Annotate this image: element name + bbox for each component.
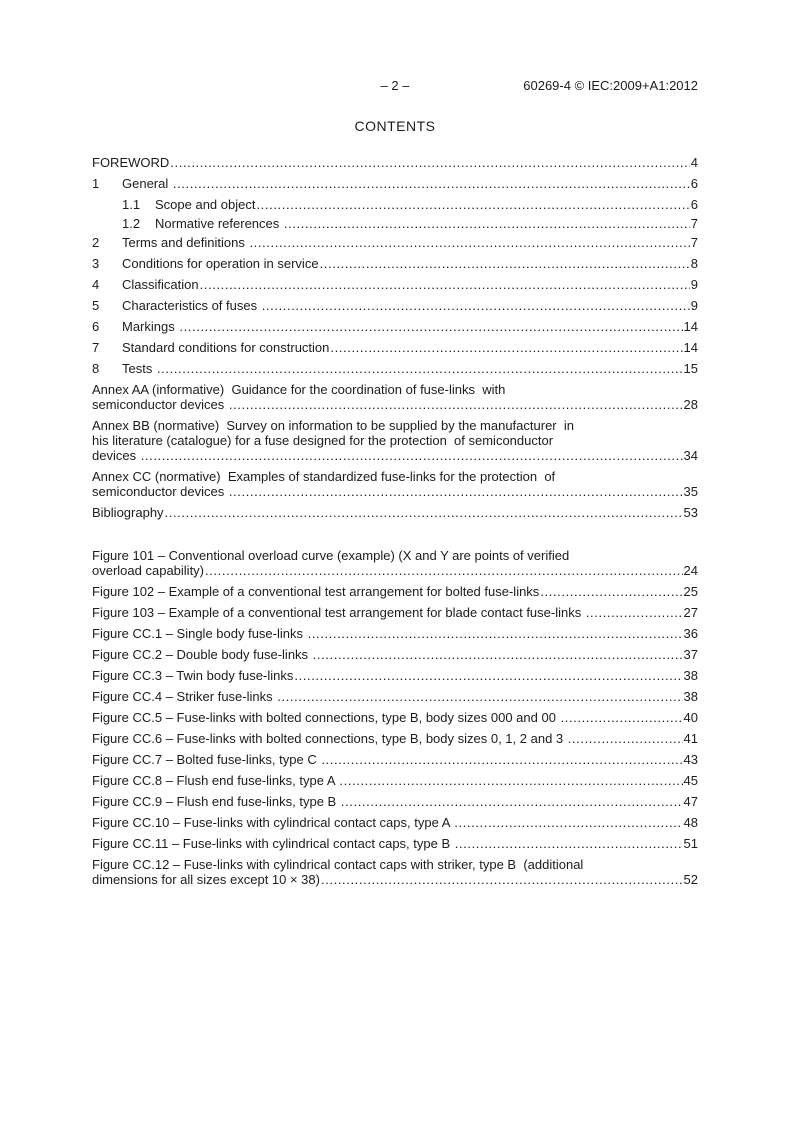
toc-entry-label: FOREWORD: [92, 155, 170, 170]
dot-leader: [262, 298, 690, 313]
toc-entry-label: devices: [92, 448, 140, 463]
dot-leader: [173, 176, 690, 191]
toc-entry-label: Tests: [122, 361, 156, 376]
toc-entry-page-number: 7: [690, 235, 698, 250]
dot-leader: [540, 584, 682, 599]
dot-leader: [249, 235, 689, 250]
toc-entry: [92, 668, 698, 683]
toc-entry-label: Figure CC.9 – Flush end fuse-links, type B: [92, 794, 340, 809]
toc-entry-number: 1.2: [122, 216, 141, 231]
toc-entry-page-number: 25: [683, 584, 698, 599]
toc-entry-label: Annex AA (informative) Guidance for the coordination of fuse-links with: [92, 382, 506, 397]
toc-entry: [92, 216, 698, 231]
toc-entry-page-number: 37: [683, 647, 698, 662]
toc-entry-label: Figure CC.8 – Flush end fuse-links, type A: [92, 773, 339, 788]
toc-entry-page-number: 15: [683, 361, 698, 376]
toc-entry-label: Figure CC.6 – Fuse-links with bolted connections, type B, body sizes 0, 1, 2 and 3: [92, 731, 567, 746]
toc-entry-page-number: 9: [690, 277, 698, 292]
toc-entry-page-number: 9: [690, 298, 698, 313]
toc-entry-label: Figure CC.7 – Bolted fuse-links, type C: [92, 752, 321, 767]
toc-entry-line: [92, 235, 698, 250]
toc-entry-page-number: 45: [683, 773, 698, 788]
toc-entry-label: dimensions for all sizes except 10 × 38): [92, 872, 320, 887]
toc-entry-line: [92, 433, 698, 448]
toc-entry-line: [92, 418, 698, 433]
toc-entry: [92, 626, 698, 641]
toc-entry-line: [92, 319, 698, 334]
toc-entry-page-number: 40: [683, 710, 698, 725]
toc-entry-label: General: [122, 176, 172, 191]
toc-entry-number: 7: [92, 340, 100, 355]
toc-entry-line: [92, 563, 698, 578]
dot-leader: [454, 815, 682, 830]
toc-entry: [92, 773, 698, 788]
toc-entry-page-number: 28: [683, 397, 698, 412]
toc-entry-page-number: 51: [683, 836, 698, 851]
toc-entry-line: [92, 548, 698, 563]
toc-entry-line: [92, 484, 698, 499]
page-header: [92, 78, 698, 93]
toc-entry-label: Figure CC.12 – Fuse-links with cylindrical contact caps with striker, type B (additional: [92, 857, 584, 872]
dot-leader: [170, 155, 689, 170]
toc-entry-page-number: 52: [683, 872, 698, 887]
toc-entry-line: [92, 448, 698, 463]
toc-entry-page-number: 48: [683, 815, 698, 830]
toc-entry-label: Normative references: [155, 216, 283, 231]
toc-entry: [92, 548, 698, 578]
toc-entry-line: [92, 584, 698, 599]
toc-entry-label: Conditions for operation in service: [122, 256, 319, 271]
toc-entry-page-number: 4: [690, 155, 698, 170]
toc-entry-line: [92, 647, 698, 662]
toc-entry-number: 5: [92, 298, 100, 313]
dot-leader: [308, 626, 683, 641]
toc-entry-label: Scope and object: [155, 197, 256, 212]
toc-entry: [92, 340, 698, 355]
dot-leader: [229, 484, 683, 499]
toc-entry-line: [92, 197, 698, 212]
dot-leader: [330, 340, 682, 355]
toc-entry: [92, 731, 698, 746]
toc-entry-page-number: 24: [683, 563, 698, 578]
toc-entry-label: Figure CC.1 – Single body fuse-links: [92, 626, 307, 641]
toc-entry-page-number: 35: [683, 484, 698, 499]
toc-entry-label: Figure CC.11 – Fuse-links with cylindrical contact caps, type B: [92, 836, 454, 851]
toc-entry-line: [92, 155, 698, 170]
toc-entry-line: [92, 668, 698, 683]
toc-entry-line: [92, 731, 698, 746]
toc-entry-number: 8: [92, 361, 100, 376]
toc-entry-page-number: 8: [690, 256, 698, 271]
toc-entry-label: Figure 102 – Example of a conventional test arrangement for bolted fuse-links: [92, 584, 540, 599]
toc-entry: [92, 815, 698, 830]
toc-entry-line: [92, 298, 698, 313]
toc-entry-line: [92, 256, 698, 271]
toc-entry: [92, 298, 698, 313]
toc-entry-page-number: 6: [690, 197, 698, 212]
dot-leader: [339, 773, 682, 788]
toc-entry-number: 1.1: [122, 197, 141, 212]
toc-entry-page-number: 27: [683, 605, 698, 620]
toc-entry-line: [92, 340, 698, 355]
toc-entry-label: Figure CC.4 – Striker fuse-links: [92, 689, 277, 704]
header-page-number: – 2 –: [380, 78, 410, 93]
toc-entry-line: [92, 361, 698, 376]
toc-entry-line: [92, 689, 698, 704]
toc-entry-line: [92, 397, 698, 412]
toc-main-entries: [92, 155, 698, 520]
toc-entry-line: [92, 836, 698, 851]
toc-entry-page-number: 38: [683, 689, 698, 704]
toc-entry-line: [92, 872, 698, 887]
dot-leader: [294, 668, 682, 683]
toc-entry-page-number: 36: [683, 626, 698, 641]
dot-leader: [321, 872, 683, 887]
toc-entry-label: semiconductor devices: [92, 397, 228, 412]
dot-leader: [455, 836, 683, 851]
toc-entry-line: [92, 277, 698, 292]
toc-entry-line: [92, 505, 698, 520]
toc-entry-line: [92, 815, 698, 830]
toc-entry-label: Characteristics of fuses: [122, 298, 261, 313]
toc-entry-line: [92, 216, 698, 231]
toc-entry-page-number: 7: [690, 216, 698, 231]
dot-leader: [141, 448, 683, 463]
toc-entry-page-number: 14: [683, 319, 698, 334]
toc-entry-line: [92, 626, 698, 641]
dot-leader: [341, 794, 683, 809]
toc-entry-number: 3: [92, 256, 100, 271]
toc-entry-line: [92, 382, 698, 397]
dot-leader: [586, 605, 683, 620]
toc-entry: [92, 235, 698, 250]
toc-entry-page-number: 34: [683, 448, 698, 463]
toc-entry-label: Bibliography: [92, 505, 164, 520]
toc-entry: [92, 857, 698, 887]
contents-title: CONTENTS: [354, 118, 436, 134]
toc-entry-label: Standard conditions for construction: [122, 340, 330, 355]
toc-entry-line: [92, 710, 698, 725]
toc-entry-line: [92, 794, 698, 809]
toc-entry-label: Figure CC.5 – Fuse-links with bolted connections, type B, body sizes 000 and 00: [92, 710, 560, 725]
toc-entry-label: Figure 103 – Example of a conventional test arrangement for blade contact fuse-links: [92, 605, 585, 620]
toc-entry: [92, 469, 698, 499]
dot-leader: [229, 397, 683, 412]
toc-entry-label: Annex BB (normative) Survey on information to be supplied by the manufacturer in: [92, 418, 574, 433]
header-doc-reference: 60269-4 © IEC:2009+A1:2012: [523, 78, 698, 93]
toc-entry: [92, 689, 698, 704]
toc-entry-line: [92, 752, 698, 767]
toc-entry: [92, 584, 698, 599]
dot-leader: [313, 647, 683, 662]
toc-entry-page-number: 41: [683, 731, 698, 746]
toc-entry-label: Figure CC.10 – Fuse-links with cylindrical contact caps, type A: [92, 815, 454, 830]
toc-entry: [92, 277, 698, 292]
toc-figure-entries: [92, 548, 698, 887]
toc-entry: [92, 155, 698, 170]
dot-leader: [561, 710, 683, 725]
toc-entry: [92, 319, 698, 334]
dot-leader: [320, 256, 690, 271]
toc-entry: [92, 710, 698, 725]
toc-entry-page-number: 53: [683, 505, 698, 520]
toc-entry: [92, 794, 698, 809]
toc-entry-line: [92, 605, 698, 620]
dot-leader: [568, 731, 683, 746]
dot-leader: [256, 197, 689, 212]
dot-leader: [165, 505, 683, 520]
toc-entry-label: overload capability): [92, 563, 205, 578]
toc-entry: [92, 382, 698, 412]
toc-entry-label: Figure 101 – Conventional overload curve (example) (X and Y are points of verified: [92, 548, 570, 563]
toc-entry: [92, 605, 698, 620]
toc-entry-number: 2: [92, 235, 100, 250]
toc-entry: [92, 176, 698, 191]
toc-entry-label: Classification: [122, 277, 199, 292]
toc-entry: [92, 836, 698, 851]
table-of-contents: [92, 155, 698, 887]
toc-entry: [92, 752, 698, 767]
toc-entry-label: Markings: [122, 319, 179, 334]
toc-entry-page-number: 6: [690, 176, 698, 191]
toc-entry-number: 4: [92, 277, 100, 292]
toc-entry-line: [92, 773, 698, 788]
dot-leader: [205, 563, 683, 578]
toc-entry-line: [92, 469, 698, 484]
toc-entry-label: Figure CC.3 – Twin body fuse-links: [92, 668, 294, 683]
dot-leader: [200, 277, 690, 292]
dot-leader: [179, 319, 682, 334]
toc-entry-label: Figure CC.2 – Double body fuse-links: [92, 647, 312, 662]
toc-entry: [92, 361, 698, 376]
toc-entry-number: 6: [92, 319, 100, 334]
toc-entry: [92, 418, 698, 463]
toc-entry: [92, 647, 698, 662]
toc-entry: [92, 256, 698, 271]
toc-entry-page-number: 47: [683, 794, 698, 809]
toc-entry-label: Annex CC (normative) Examples of standardized fuse-links for the protection of: [92, 469, 556, 484]
toc-entry: [92, 197, 698, 212]
toc-entry-line: [92, 176, 698, 191]
dot-leader: [321, 752, 682, 767]
toc-entry-page-number: 38: [683, 668, 698, 683]
dot-leader: [157, 361, 683, 376]
toc-entry-label: semiconductor devices: [92, 484, 228, 499]
dot-leader: [277, 689, 682, 704]
toc-entry-number: 1: [92, 176, 100, 191]
toc-entry-label: his literature (catalogue) for a fuse designed for the protection of semiconductor: [92, 433, 554, 448]
toc-entry-label: Terms and definitions: [122, 235, 249, 250]
toc-entry: [92, 505, 698, 520]
toc-entry-line: [92, 857, 698, 872]
dot-leader: [284, 216, 690, 231]
toc-entry-page-number: 14: [683, 340, 698, 355]
toc-entry-page-number: 43: [683, 752, 698, 767]
